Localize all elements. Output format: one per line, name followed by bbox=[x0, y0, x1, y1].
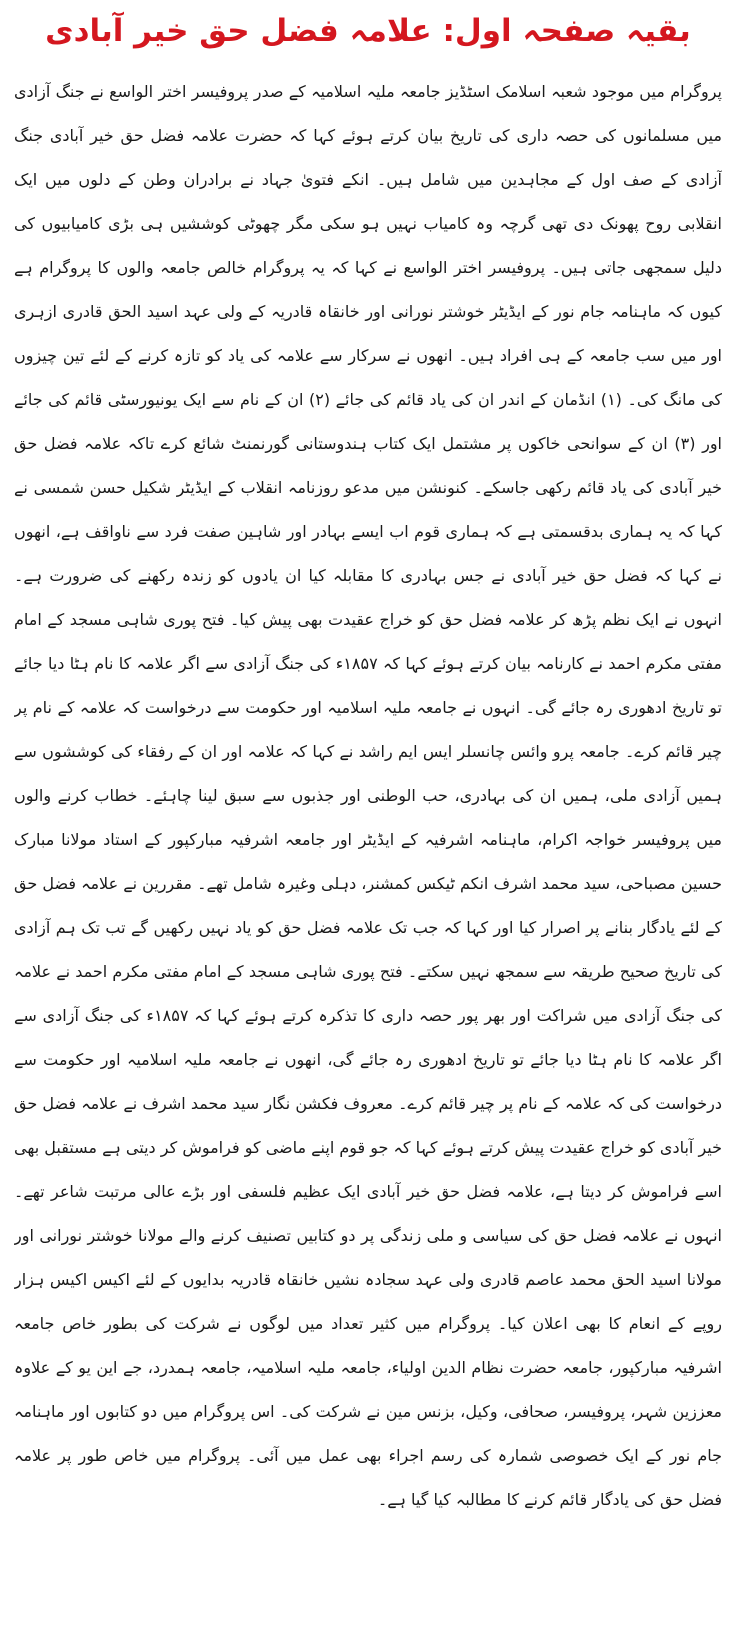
article-headline: بقیہ صفحہ اول: علامہ فضل حق خیر آبادی bbox=[45, 13, 691, 49]
article-body bbox=[14, 70, 722, 1630]
article-paragraph: پروگرام میں موجود شعبہ اسلامک اسٹڈیز جامعہ ملیہ اسلامیہ کے صدر پروفیسر اختر الواسع نے جنگ آزادی میں مسلمانوں کی حصہ داری کی تاریخ بیان کرتے ہوئے کہا کہ حضرت علامہ فضل حق خیر آبادی جنگ آزادی کے صف اول کے مجاہدین میں شامل ہیں۔ انکے فتویٰ جہاد نے برادران وطن کے دلوں میں ایک انقلابی روح پھونک دی تھی گرچہ وہ کامیاب نہیں ہو سکی مگر چھوٹی کوششیں ہی بڑی کامیابیوں کی دلیل سمجھی جاتی ہیں۔ پروفیسر اختر الواسع نے کہا کہ یہ پروگرام خالص جامعہ والوں کا پروگرام ہے کیوں کہ ماہنامہ جام نور کے ایڈیٹر خوشتر نورانی اور خانقاہ قادریہ کے ولی عہد اسید الحق قادری ازہری اور میں سب جامعہ کے ہی افراد ہیں۔ انھوں نے سرکار سے علامہ کی یاد کو تازہ کرنے کے لئے تین چیزوں کی مانگ کی۔ (۱) انڈمان کے اندر ان کی یاد قائم کی جائے (۲) ان کے نام سے ایک یونیورسٹی قائم کی جائے اور (۳) ان کے سوانحی خاکوں پر مشتمل ایک کتاب ہندوستانی گورنمنٹ شائع کرے تاکہ علامہ فضل حق خیر آبادی کی یاد قائم رکھی جاسکے۔ کنونشن میں مدعو روزنامہ انقلاب کے ایڈیٹر شکیل حسن شمسی نے کہا کہ یہ ہماری بدقسمتی ہے کہ ہماری قوم اب ایسے بہادر اور شاہین صفت فرد سے ناواقف ہے، انھوں نے کہا کہ فضل حق خیر آبادی نے جس بہادری کا مقابلہ کیا ان یادوں کو زندہ رکھنے کی ضرورت ہے۔ انہوں نے ایک نظم پڑھ کر علامہ فضل حق کو خراج عقیدت بھی پیش کیا۔ فتح پوری شاہی مسجد کے امام مفتی مکرم احمد نے کارنامہ بیان کرتے ہوئے کہا کہ ۱۸۵۷ء کی جنگ آزادی سے اگر علامہ کا نام ہٹا دیا جائے تو تاریخ ادھوری رہ جائے گی۔ انہوں نے جامعہ ملیہ اسلامیہ اور حکومت سے درخواست کہ علامہ کے نام پر چیر قائم کرے۔ جامعہ پرو وائس چانسلر ایس ایم راشد نے کہا کہ علامہ اور ان کے رفقاء کی کوششوں سے ہمیں آزادی ملی، ہمیں ان کی بہادری، حب الوطنی اور جذبوں سے سبق لینا چاہئے۔ خطاب کرنے والوں میں پروفیسر خواجہ اکرام، ماہنامہ اشرفیہ کے ایڈیٹر اور جامعہ اشرفیہ مبارکپور کے استاد مولانا مبارک حسین مصباحی، سید محمد اشرف انکم ٹیکس کمشنر، دہلی وغیرہ شامل تھے۔ مقررین نے علامہ فضل حق کے لئے یادگار بنانے پر اصرار کیا اور کہا کہ جب تک علامہ فضل حق کو یاد نہیں رکھیں گے تب تک ہم آزادی کی تاریخ صحیح طریقہ سے سمجھ نہیں سکتے۔ فتح پوری شاہی مسجد کے امام مفتی مکرم احمد نے علامہ کی جنگ آزادی میں شراکت اور بھر پور حصہ داری کا تذکرہ کرتے ہوئے کہا کہ ۱۸۵۷ء کی جنگ آزادی سے اگر علامہ کا نام ہٹا دیا جائے تو تاریخ ادھوری رہ جائے گی، انھوں نے جامعہ ملیہ اسلامیہ اور حکومت سے درخواست کی کہ علامہ کے نام پر چیر قائم کرے۔ معروف فکشن نگار سید محمد اشرف نے علامہ فضل حق خیر آبادی کو خراج عقیدت پیش کرتے ہوئے کہا کہ جو قوم اپنے ماضی کو فراموش کر دیتی ہے مستقبل بھی اسے فراموش کر دیتا ہے، علامہ فضل حق خیر آبادی ایک عظیم فلسفی اور بڑے عالی مرتبت شاعر تھے۔ انہوں نے علامہ فضل حق کی سیاسی و ملی زندگی پر دو کتابیں تصنیف کرنے والے مولانا خوشتر نورانی اور مولانا اسید الحق محمد عاصم قادری ولی عہد سجادہ نشیں خانقاہ قادریہ بدایوں کے لئے اکیس اکیس ہزار روپے کے انعام کا بھی اعلان کیا۔ پروگرام میں کثیر تعداد میں لوگوں نے شرکت کی بطور خاص جامعہ اشرفیہ مبارکپور، جامعہ حضرت نظام الدین اولیاء، جامعہ ملیہ اسلامیہ، جامعہ ہمدرد، جے این یو کے علاوہ معززین شہر، پروفیسر، صحافی، وکیل، بزنس مین نے شرکت کی۔ اس پروگرام میں دو کتابوں اور ماہنامہ جام نور کے ایک خصوصی شمارہ کی رسم اجراء بھی عمل میں آئی۔ پروگرام میں خاص طور پر علامہ فضل حق کی یادگار قائم کرنے کا مطالبہ کیا گیا ہے۔ bbox=[14, 82, 722, 1509]
